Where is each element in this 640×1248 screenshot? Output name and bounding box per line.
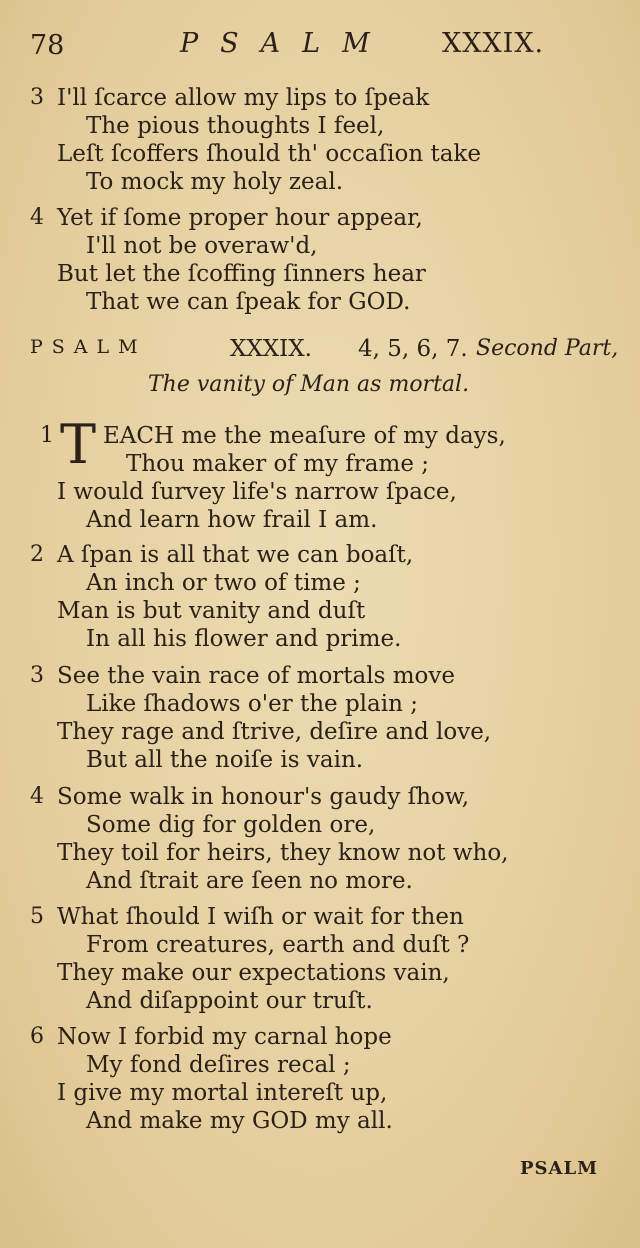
verse-line: What ſhould I wiſh or wait for then	[57, 904, 464, 930]
stanza-number: 1	[40, 423, 54, 448]
verse-line: I would ſurvey life's narrow ſpace,	[57, 479, 457, 505]
verse-line: Thou maker of my frame ;	[126, 451, 429, 477]
verse-line: I'll not be overaw'd,	[86, 233, 318, 259]
catchword: PSALM	[520, 1158, 599, 1179]
verse-line: Man is but vanity and duſt	[57, 598, 366, 624]
verse-line: A ſpan is all that we can boaſt,	[57, 542, 414, 568]
verse-line: To mock my holy zeal.	[86, 169, 344, 195]
stanza-number: 3	[30, 663, 44, 688]
verse-line: Now I forbid my carnal hope	[57, 1024, 392, 1050]
stanza-number: 5	[30, 904, 44, 929]
section-heading	[30, 336, 620, 370]
verse-line: And learn how frail I am.	[86, 507, 378, 533]
stanza-number: 2	[30, 542, 44, 567]
verse-line: And diſappoint our truſt.	[86, 988, 373, 1014]
verse-line: See the vain race of mortals move	[57, 663, 455, 689]
verse-line: Some dig for golden ore,	[86, 812, 376, 838]
verse-line: Some walk in honour's gaudy ſhow,	[57, 784, 470, 810]
verse-line: They toil for heirs, they know not who,	[57, 840, 509, 866]
verse-line: EACH me the meaſure of my days,	[103, 423, 506, 449]
verse-line: Leſt ſcoffers ſhould th' occaſion take	[57, 141, 481, 167]
page-header	[30, 28, 620, 68]
verse-line: And make my GOD my all.	[86, 1108, 393, 1134]
section-part: Second Part,	[476, 336, 619, 361]
page-number: 78	[30, 30, 65, 61]
verse-line: They rage and ſtrive, deſire and love,	[57, 719, 492, 745]
verse-line: The pious thoughts I feel,	[86, 113, 385, 139]
section-verses: 4, 5, 6, 7.	[358, 336, 468, 362]
running-title: PSALM	[180, 28, 392, 59]
stanza-number: 6	[30, 1024, 44, 1049]
verse-line: But all the noiſe is vain.	[86, 747, 364, 773]
verse-line: But let the ſcoffing ſinners hear	[57, 261, 426, 287]
stanza-number: 4	[30, 784, 44, 809]
verse-line: My fond deſires recal ;	[86, 1052, 351, 1078]
stanza-number: 3	[30, 85, 44, 110]
verse-line: Yet if ſome proper hour appear,	[57, 205, 423, 231]
verse-line: I give my mortal intereſt up,	[57, 1080, 388, 1106]
verse-line: Like ſhadows o'er the plain ;	[86, 691, 418, 717]
verse-line: In all his flower and prime.	[86, 626, 402, 652]
verse-line: And ſtrait are ſeen no more.	[86, 868, 413, 894]
verse-line: An inch or two of time ;	[86, 570, 361, 596]
verse-line: They make our expectations vain,	[57, 960, 450, 986]
section-label: PSALM	[30, 336, 147, 358]
verse-line: From creatures, earth and duſt ?	[86, 932, 470, 958]
section-psalm-number: XXXIX.	[230, 336, 312, 362]
verse-line: I'll ſcarce allow my lips to ſpeak	[57, 85, 430, 111]
verse-line: That we can ſpeak for GOD.	[86, 289, 411, 315]
stanza-number: 4	[30, 205, 44, 230]
drop-cap: T	[60, 413, 97, 476]
psalm-number: XXXIX.	[442, 28, 545, 59]
section-subtitle: The vanity of Man as mortal.	[148, 372, 470, 397]
